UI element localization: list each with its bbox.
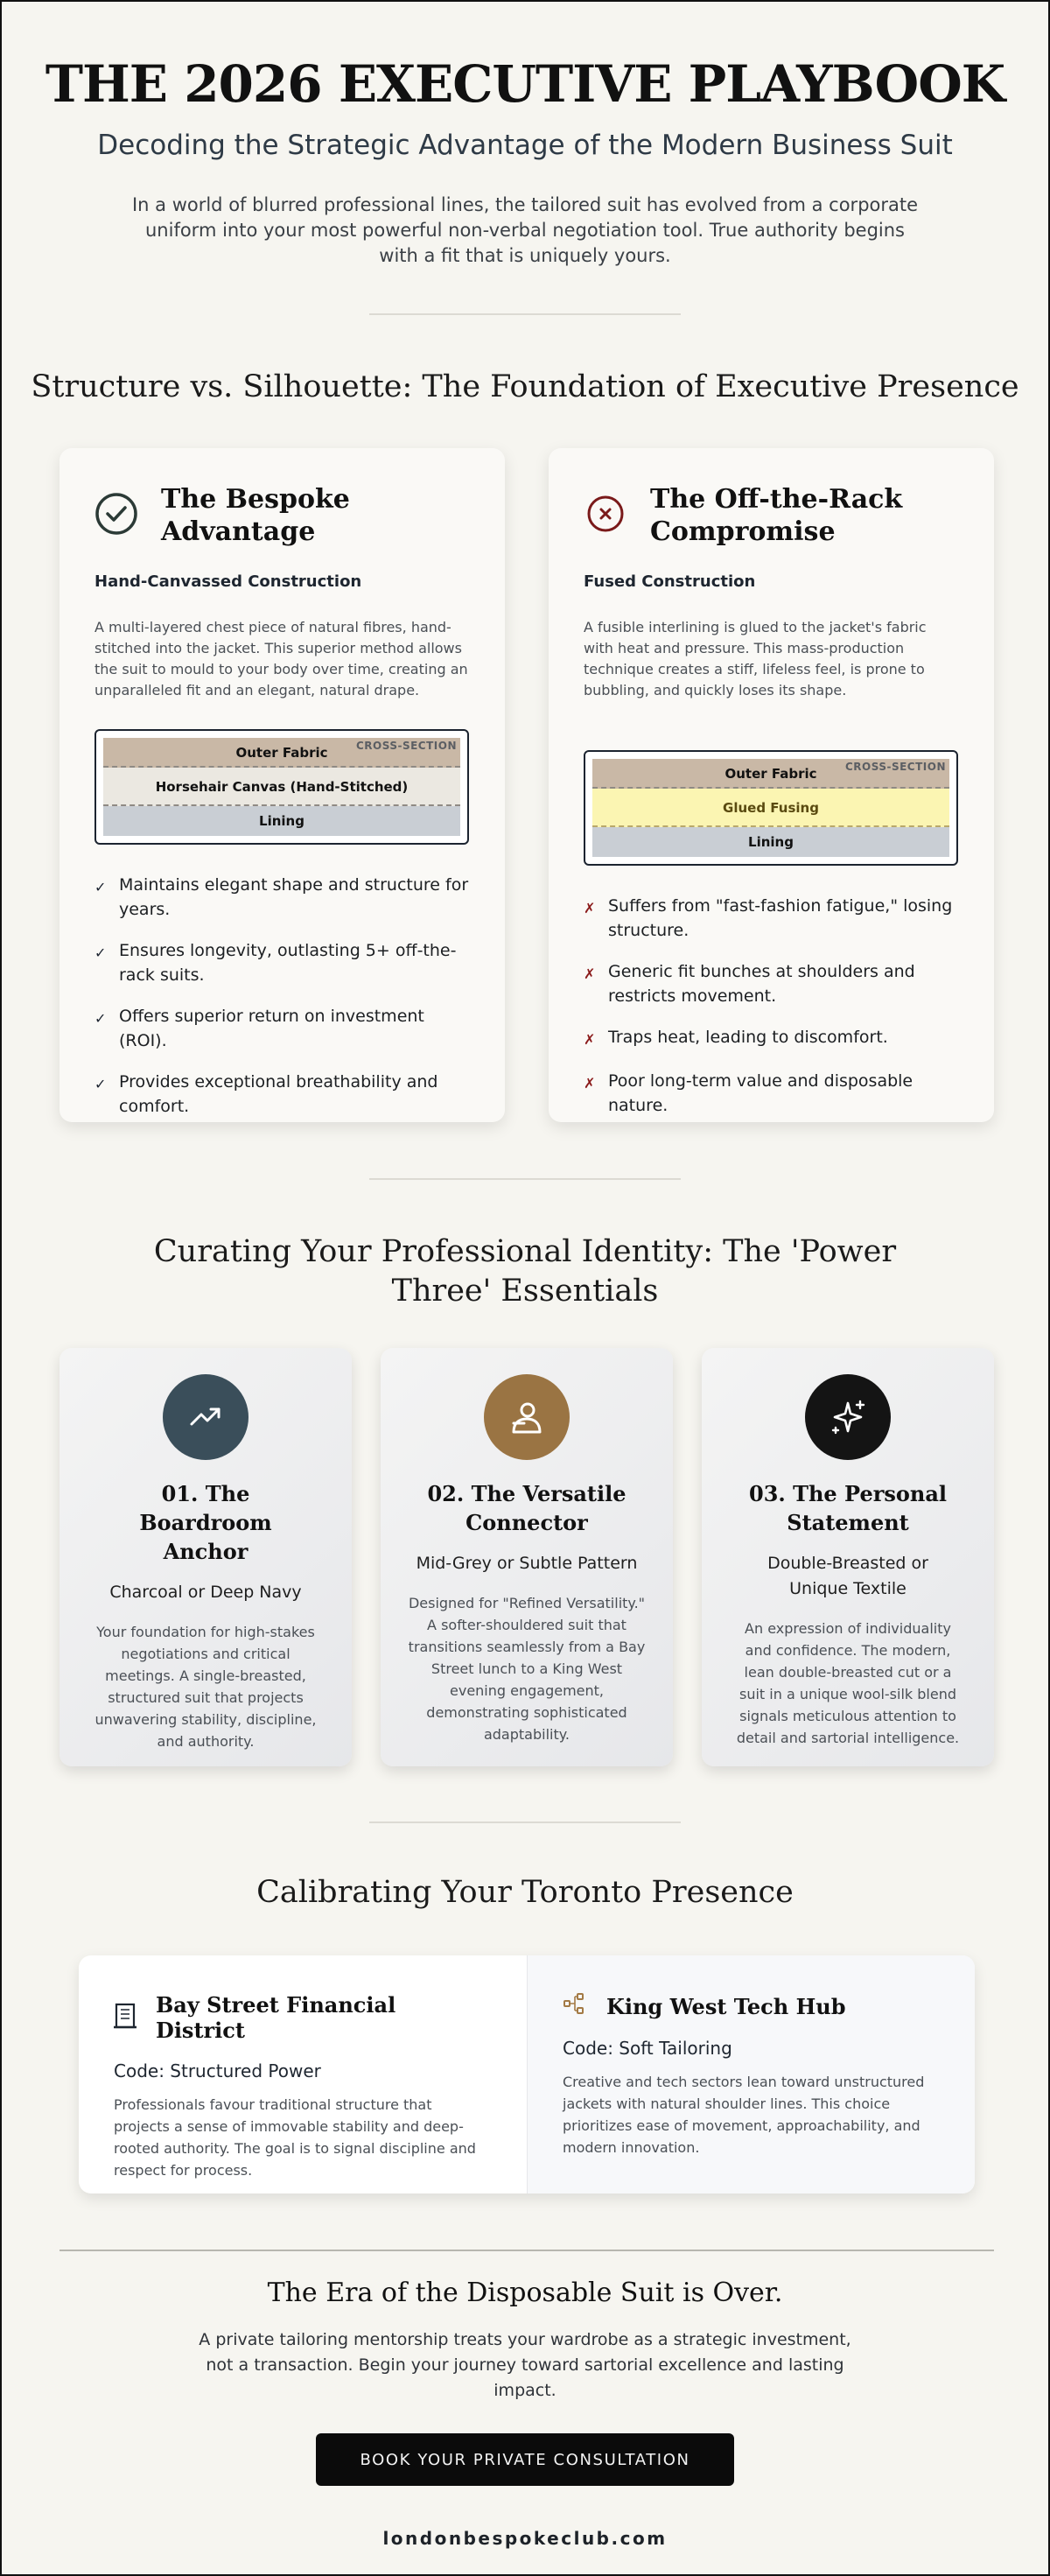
bespoke-card	[60, 448, 505, 1122]
cross-section-label: CROSS-SECTION	[844, 761, 946, 773]
footer-divider	[60, 2250, 994, 2251]
list-item: ✗ Suffers from "fast-fashion fatigue," losing structure.	[584, 894, 959, 943]
power-three-cards	[60, 1348, 994, 1766]
list-item: ✗ Generic fit bunches at shoulders and restricts movement.	[584, 959, 959, 1008]
user-tie-icon	[484, 1374, 570, 1460]
off-the-rack-cross-section-diagram	[584, 750, 958, 866]
power-card-boardroom-anchor	[60, 1348, 352, 1766]
district-bay-street	[79, 1955, 527, 2193]
cross-icon: ✗	[584, 965, 596, 982]
layer-glued-fusing: Glued Fusing	[592, 789, 949, 827]
cta-text: A private tailoring mentorship treats your wardrobe as a strategic investment, not a transaction. Begin your journey toward sartorial excellence and lasting impact.	[199, 2330, 851, 2400]
intro-text: In a world of blurred professional lines, the tailored suit has evolved from a corporate uniform into your most powerful non-verbal negotiation tool. True authority begins with a fit that is uniquely yours.	[131, 194, 919, 266]
layer-lining: Lining	[103, 806, 460, 836]
section-divider	[369, 313, 681, 315]
power-card-tag: Charcoal or Deep Navy	[109, 1583, 302, 1602]
off-the-rack-drawbacks-list	[584, 894, 959, 1118]
cta-heading: The Era of the Disposable Suit is Over.	[267, 2278, 783, 2308]
check-icon: ✓	[94, 879, 107, 895]
power-card-personal-statement	[702, 1348, 994, 1766]
district-title: Bay Street Financial District	[156, 1992, 396, 2043]
toronto-districts-card	[79, 1955, 975, 2193]
cross-icon: ✗	[584, 1031, 596, 1048]
off-the-rack-construction: Fused Construction	[584, 572, 756, 591]
cross-icon: ✗	[584, 900, 596, 916]
off-the-rack-title: The Off-the-Rack Compromise	[650, 484, 903, 547]
toronto-heading: Calibrating Your Toronto Presence	[256, 1875, 794, 1910]
check-icon: ✓	[94, 1010, 107, 1027]
comparison-cards	[60, 448, 994, 1122]
bespoke-title: The Bespoke Advantage	[161, 484, 350, 547]
off-the-rack-description: A fusible interlining is glued to the jacket's fabric with heat and pressure. This mass-production technique creates a stiff, lifeless feel, is prone to bubbling, and quickly loses its shape.	[584, 619, 927, 698]
list-item: ✓ Provides exceptional breathability and comfort.	[94, 1070, 470, 1119]
check-icon: ✓	[94, 944, 107, 961]
x-circle-icon	[584, 492, 627, 536]
cross-icon: ✗	[584, 1075, 596, 1091]
layer-outer-fabric: Outer Fabric	[592, 759, 949, 789]
section-divider	[369, 1821, 681, 1823]
structure-heading: Structure vs. Silhouette: The Foundation of Executive Presence	[31, 369, 1019, 404]
bespoke-construction: Hand-Canvassed Construction	[94, 572, 362, 591]
power-card-title: 01. The Boardroom Anchor	[139, 1481, 272, 1564]
cta-section	[2, 2278, 1048, 2549]
power-card-text: Designed for "Refined Versatility." A softer-shouldered suit that transitions seamlessly from a Bay Street lunch to a King West evening engagement, demonstrating sophisticated adaptability.	[408, 1595, 646, 1743]
list-item: ✗ Poor long-term value and disposable nature.	[584, 1069, 959, 1118]
list-item: ✓ Offers superior return on investment (ROI).	[94, 1004, 470, 1053]
power-card-text: Your foundation for high-stakes negotiations and critical meetings. A single-breasted, structured suit that projects unwavering stability, discipline, and authority.	[94, 1624, 317, 1750]
list-item: ✓ Maintains elegant shape and structure for years.	[94, 873, 470, 922]
power-card-title: 03. The Personal Statement	[749, 1481, 947, 1535]
power-card-title: 02. The Versatile Connector	[427, 1481, 626, 1535]
layer-lining: Lining	[592, 827, 949, 857]
building-icon	[114, 2003, 136, 2032]
bespoke-description: A multi-layered chest piece of natural fibres, hand-stitched into the jacket. This superior method allows the suit to mould to your body over time, creating an unparalleled fit and an elegant, natural drape.	[94, 619, 468, 698]
layer-outer-fabric: Outer Fabric	[103, 738, 460, 768]
district-text: Professionals favour traditional structure that projects a sense of immovable stability and deep-rooted authority. The goal is to signal discipline and respect for process.	[114, 2096, 476, 2179]
website-link[interactable]: londonbespokeclub.com	[382, 2528, 668, 2549]
layer-horsehair-canvas: Horsehair Canvas (Hand-Stitched)	[103, 768, 460, 806]
power-card-tag: Double-Breasted or Unique Textile	[767, 1554, 928, 1598]
power-card-tag: Mid-Grey or Subtle Pattern	[416, 1554, 638, 1573]
sparkles-icon	[805, 1374, 891, 1460]
trending-up-icon	[163, 1374, 248, 1460]
district-king-west	[527, 1955, 975, 2193]
district-code: Code: Structured Power	[114, 2060, 321, 2081]
district-text: Creative and tech sectors lean toward unstructured jackets with natural shoulder lines. This choice prioritizes ease of movement, approachability, and modern innovation.	[563, 2074, 925, 2156]
network-icon	[563, 1992, 587, 2020]
check-icon: ✓	[94, 1076, 107, 1092]
list-item: ✓ Ensures longevity, outlasting 5+ off-the-rack suits.	[94, 938, 470, 987]
bespoke-benefits-list	[94, 873, 470, 1119]
off-the-rack-card	[549, 448, 994, 1122]
cross-section-label: CROSS-SECTION	[355, 740, 457, 752]
check-circle-icon	[94, 492, 138, 536]
bespoke-cross-section-diagram	[94, 729, 469, 845]
power-card-text: An expression of individuality and confidence. The modern, lean double-breasted cut or a suit in a unique wool-silk blend signals meticulous attention to detail and sartorial intelligence.	[736, 1620, 960, 1746]
hero-section	[2, 2, 1048, 269]
page-subtitle: Decoding the Strategic Advantage of the Modern Business Suit	[97, 130, 953, 161]
book-consultation-button[interactable]: BOOK YOUR PRIVATE CONSULTATION	[316, 2433, 734, 2486]
page-title: THE 2026 EXECUTIVE PLAYBOOK	[45, 54, 1005, 114]
district-code: Code: Soft Tailoring	[563, 2038, 732, 2059]
district-title: King West Tech Hub	[606, 1993, 846, 2019]
power-card-versatile-connector	[381, 1348, 673, 1766]
power-three-heading: Curating Your Professional Identity: The 'Power Three' Essentials	[153, 1234, 897, 1309]
section-divider	[369, 1178, 681, 1180]
list-item: ✗ Traps heat, leading to discomfort.	[584, 1025, 959, 1052]
